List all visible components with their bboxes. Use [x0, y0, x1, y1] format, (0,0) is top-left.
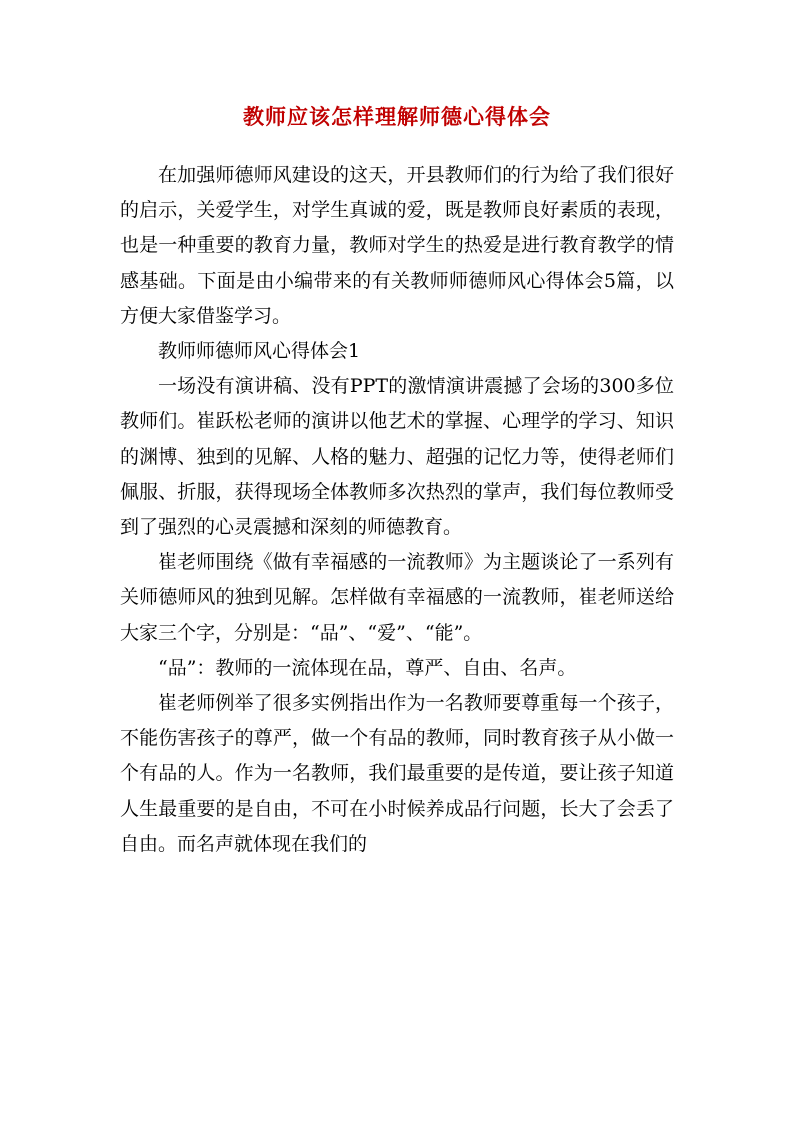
section-heading: 教师师德师风心得体会1 — [158, 340, 361, 363]
paragraph: 崔老师例举了很多实例指出作为一名教师要尊重每一个孩子，不能伤害孩子的尊严，做一个有品的教师，同时教育孩子从小做一个有品的人。作为一名教师，我们最重要的是传道，要让孩子知道人生最重要的是自由，不可在小时候养成品行问题，长大了会丢了自由。而名声就体现在我们的 — [120, 692, 674, 855]
document-body — [120, 158, 674, 862]
paragraph: 崔老师围绕《做有幸福感的一流教师》为主题谈论了一系列有关师德师风的独到见解。怎样做有幸福感的一流教师，崔老师送给大家三个字，分别是：“品”、“爱”、“能”。 — [120, 551, 674, 644]
document-title: 教师应该怎样理解师德心得体会 — [243, 104, 551, 129]
paragraph-intro: 在加强师德师风建设的这天，开县教师们的行为给了我们很好的启示，关爱学生，对学生真诚的爱，既是教师良好素质的表现，也是一种重要的教育力量，教师对学生的热爱是进行教育教学的情感基础。下面是由小编带来的有关教师师德师风心得体会5篇，以方便大家借鉴学习。 — [120, 164, 674, 327]
paragraph: “品”：教师的一流体现在品，尊严、自由、名声。 — [158, 656, 577, 679]
paragraph: 一场没有演讲稿、没有PPT的激情演讲震撼了会场的300多位教师们。崔跃松老师的演讲以他艺术的掌握、心理学的学习、知识的渊博、独到的见解、人格的魅力、超强的记忆力等，使得老师们佩服、折服，获得现场全体教师多次热烈的掌声，我们每位教师受到了强烈的心灵震撼和深刻的师德教育。 — [120, 375, 674, 539]
